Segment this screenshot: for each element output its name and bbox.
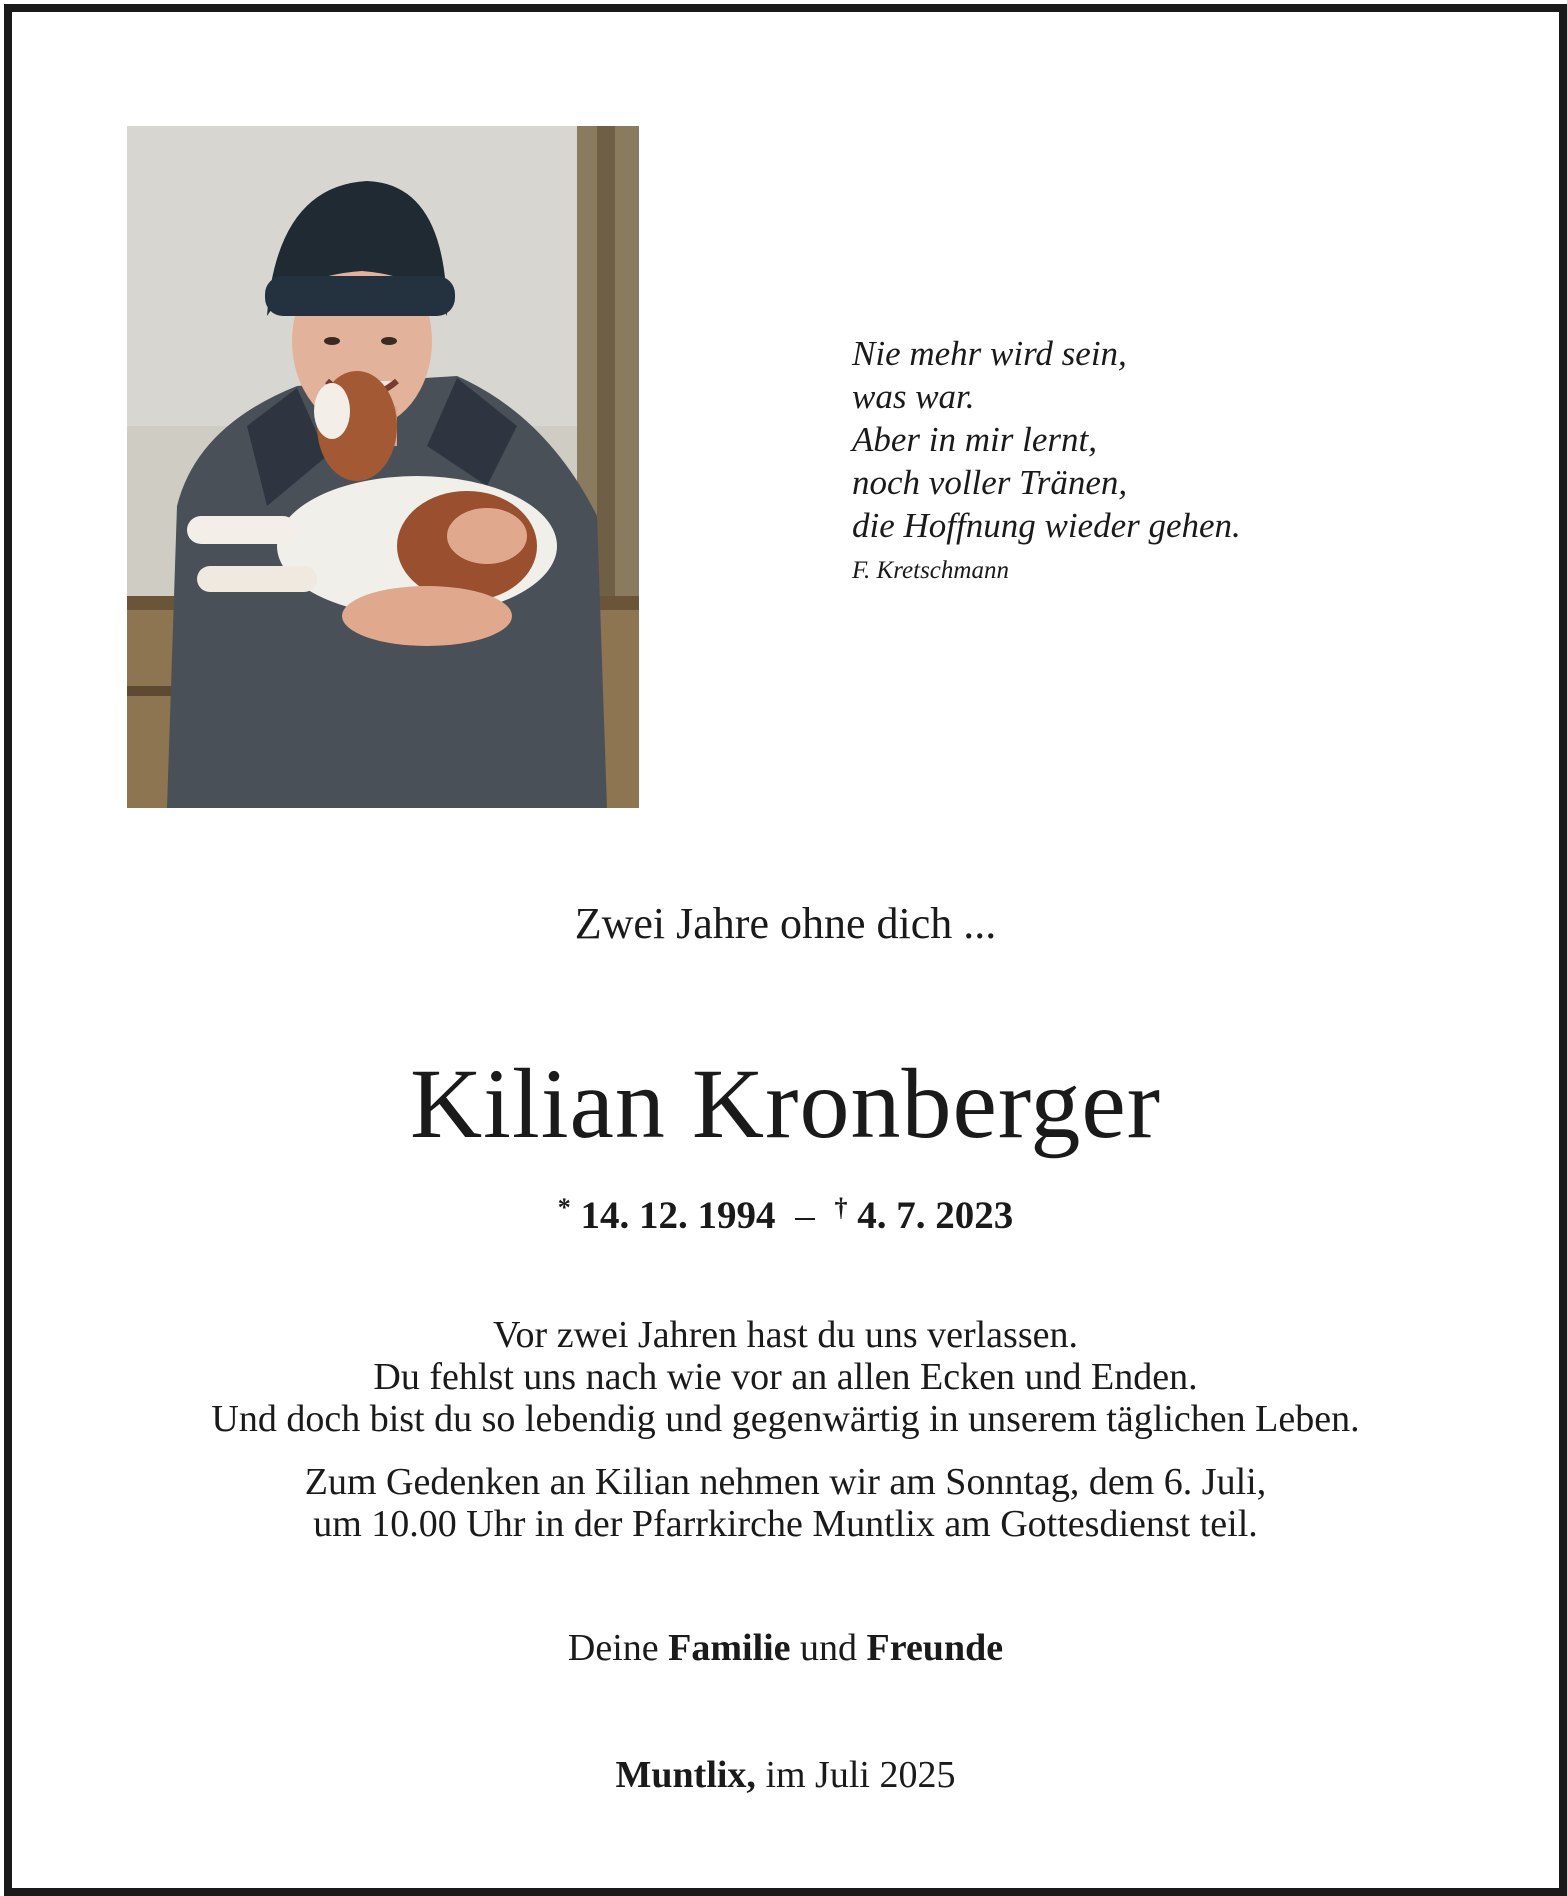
message-line: Vor zwei Jahren hast du uns verlassen. (493, 1314, 1078, 1356)
message-line: um 10.00 Uhr in der Pfarrkirche Muntlix am Gottesdienst teil. (313, 1503, 1258, 1545)
signature (12, 1625, 1559, 1671)
place-and-date (12, 1752, 1559, 1798)
signature-conjunction: und (800, 1627, 858, 1669)
poem-author: F. Kretschmann (852, 557, 1009, 584)
signature-prefix: Deine (567, 1627, 659, 1669)
place: Muntlix, (615, 1754, 756, 1796)
message-line: Und doch bist du so lebendig und gegenwärtig in unserem täglichen Leben. (211, 1398, 1360, 1440)
signature-family: Familie (668, 1627, 791, 1669)
poem-line: noch voller Tränen, (852, 463, 1128, 502)
poem-line: Aber in mir lernt, (852, 420, 1097, 459)
message-line: Du fehlst uns nach wie vor an allen Ecken und Enden. (373, 1356, 1198, 1398)
message-line: Zum Gedenken an Kilian nehmen wir am Sonntag, dem 6. Juli, (304, 1461, 1267, 1503)
headline: Zwei Jahre ohne dich ... (574, 899, 997, 948)
birth-date: 14. 12. 1994 (580, 1194, 776, 1237)
portrait-illustration (127, 126, 639, 808)
deceased-name: Kilian Kronberger (409, 1048, 1162, 1159)
birth-symbol: * (557, 1193, 571, 1222)
poem-line: Nie mehr wird sein, (852, 334, 1127, 373)
poem-line: die Hoffnung wieder gehen. (852, 506, 1241, 545)
death-symbol: † (834, 1193, 848, 1222)
signature-friends: Freunde (866, 1627, 1004, 1669)
message-paragraph-2 (12, 1461, 1559, 1545)
date-separator: – (795, 1194, 815, 1237)
poem-block (852, 332, 1412, 587)
portrait-photo (127, 126, 639, 808)
life-dates (12, 1184, 1559, 1240)
poem-line: was war. (852, 377, 975, 416)
message-paragraph-1 (12, 1314, 1559, 1440)
death-date: 4. 7. 2023 (857, 1194, 1014, 1237)
date: im Juli 2025 (765, 1754, 956, 1796)
